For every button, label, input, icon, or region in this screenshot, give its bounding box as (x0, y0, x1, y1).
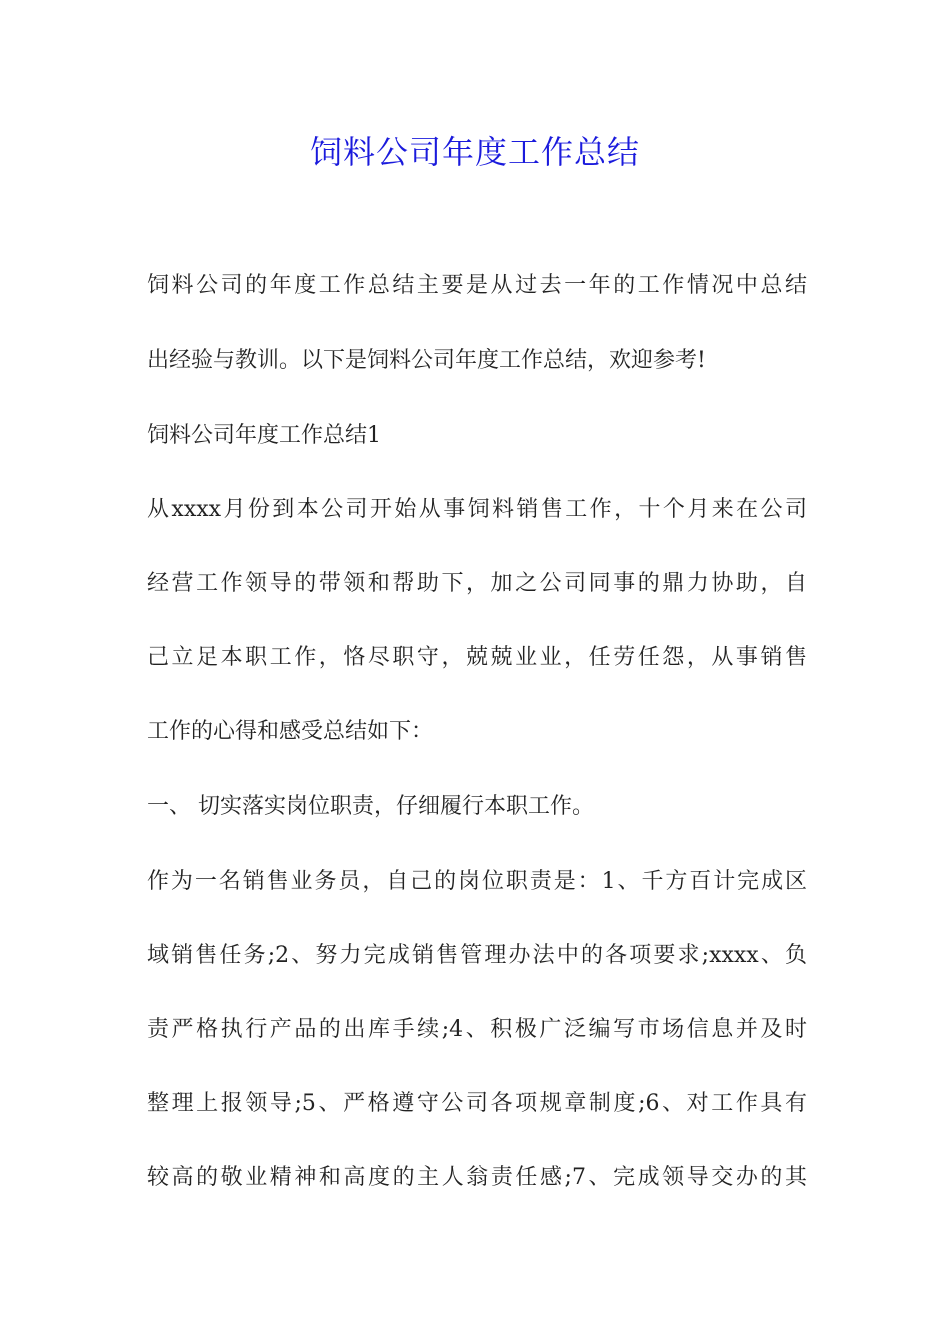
paragraph-line: 作为一名销售业务员，自己的岗位职责是：1、千方百计完成区 (147, 869, 807, 894)
paragraph-line: 从xxxx月份到本公司开始从事饲料销售工作，十个月来在公司 (147, 497, 807, 522)
subsection-heading: 一、 切实落实岗位职责，仔细履行本职工作。 (147, 794, 594, 819)
document-title: 饲料公司年度工作总结 (309, 133, 640, 171)
paragraph-line: 整理上报领导;5、严格遵守公司各项规章制度;6、对工作具有 (147, 1091, 807, 1116)
paragraph-line: 工作的心得和感受总结如下： (147, 719, 434, 744)
paragraph-line: 较高的敬业精神和高度的主人翁责任感;7、完成领导交办的其 (147, 1165, 807, 1190)
paragraph-line: 责严格执行产品的出库手续;4、积极广泛编写市场信息并及时 (147, 1017, 807, 1042)
paragraph-line: 域销售任务;2、努力完成销售管理办法中的各项要求;xxxx、负 (147, 943, 807, 968)
section-heading: 饲料公司年度工作总结1 (147, 423, 381, 448)
paragraph-line: 出经验与教训。以下是饲料公司年度工作总结，欢迎参考! (147, 348, 706, 373)
paragraph-line: 饲料公司的年度工作总结主要是从过去一年的工作情况中总结 (147, 273, 807, 298)
paragraph-line: 经营工作领导的带领和帮助下，加之公司同事的鼎力协助，自 (147, 571, 807, 596)
paragraph-line: 己立足本职工作，恪尽职守，兢兢业业，任劳任怨，从事销售 (147, 645, 807, 670)
